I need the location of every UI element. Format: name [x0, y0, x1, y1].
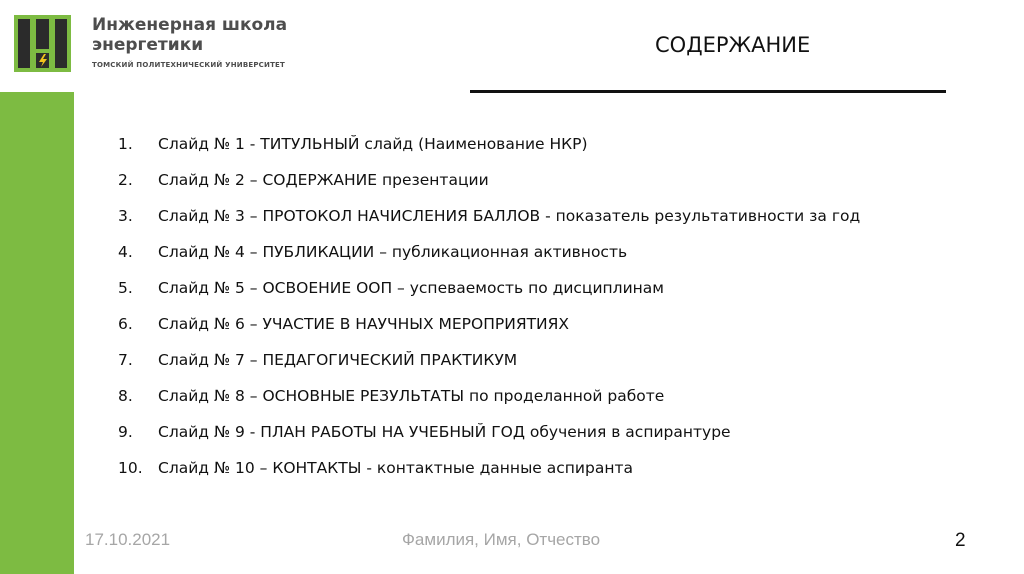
list-item-text: Слайд № 2 – СОДЕРЖАНИЕ презентации: [158, 171, 489, 189]
list-item: [118, 455, 860, 491]
list-item: [118, 383, 860, 419]
list-item-text: Слайд № 6 – УЧАСТИЕ В НАУЧНЫХ МЕРОПРИЯТИЯХ: [158, 315, 570, 333]
list-item-text: Слайд № 3 – ПРОТОКОЛ НАЧИСЛЕНИЯ БАЛЛОВ - показатель результативности за год: [158, 207, 861, 225]
list-item: [118, 347, 860, 383]
list-item-number: 2.: [118, 171, 133, 189]
list-item-number: 3.: [118, 207, 133, 225]
tpu-logo-icon: [14, 15, 71, 72]
list-item-text: Слайд № 1 - ТИТУЛЬНЫЙ слайд (Наименование НКР): [158, 135, 588, 153]
list-item: [118, 167, 860, 203]
logo-title-line1: Инженерная школа: [92, 15, 288, 35]
list-item-text: Слайд № 4 – ПУБЛИКАЦИИ – публикационная активность: [158, 243, 628, 261]
list-item: [118, 275, 860, 311]
list-item-text: Слайд № 5 – ОСВОЕНИЕ ООП – успеваемость по дисциплинам: [158, 279, 664, 297]
footer-author-name: Фамилия, Имя, Отчество: [402, 530, 601, 549]
slide-page-number: 2: [955, 530, 966, 551]
list-item-number: 9.: [118, 423, 133, 441]
list-item-number: 1.: [118, 135, 133, 153]
list-item-number: 8.: [118, 387, 133, 405]
list-item-number: 4.: [118, 243, 133, 261]
list-item: [118, 419, 860, 455]
list-item-number: 10.: [118, 459, 143, 477]
list-item-text: Слайд № 7 – ПЕДАГОГИЧЕСКИЙ ПРАКТИКУМ: [158, 351, 518, 369]
list-item-text: Слайд № 10 – КОНТАКТЫ - контактные данные аспиранта: [158, 459, 633, 477]
logo-university-name: ТОМСКИЙ ПОЛИТЕХНИЧЕСКИЙ УНИВЕРСИТЕТ: [92, 61, 285, 69]
school-logo-text: [92, 15, 332, 70]
list-item-number: 5.: [118, 279, 133, 297]
list-item: [118, 131, 860, 167]
list-item-number: 6.: [118, 315, 133, 333]
list-item-text: Слайд № 8 – ОСНОВНЫЕ РЕЗУЛЬТАТЫ по проделанной работе: [158, 387, 665, 405]
list-item-text: Слайд № 9 - ПЛАН РАБОТЫ НА УЧЕБНЫЙ ГОД обучения в аспирантуре: [158, 423, 731, 441]
list-item-number: 7.: [118, 351, 133, 369]
green-side-bar: [0, 92, 74, 574]
list-item: [118, 311, 860, 347]
slide-title: СОДЕРЖАНИЕ: [655, 33, 811, 57]
list-item: [118, 239, 860, 275]
footer-date: 17.10.2021: [85, 530, 171, 549]
title-underline: [470, 90, 946, 93]
logo-title-line2: энергетики: [92, 35, 204, 55]
list-item: [118, 203, 860, 239]
contents-list: [118, 131, 860, 491]
